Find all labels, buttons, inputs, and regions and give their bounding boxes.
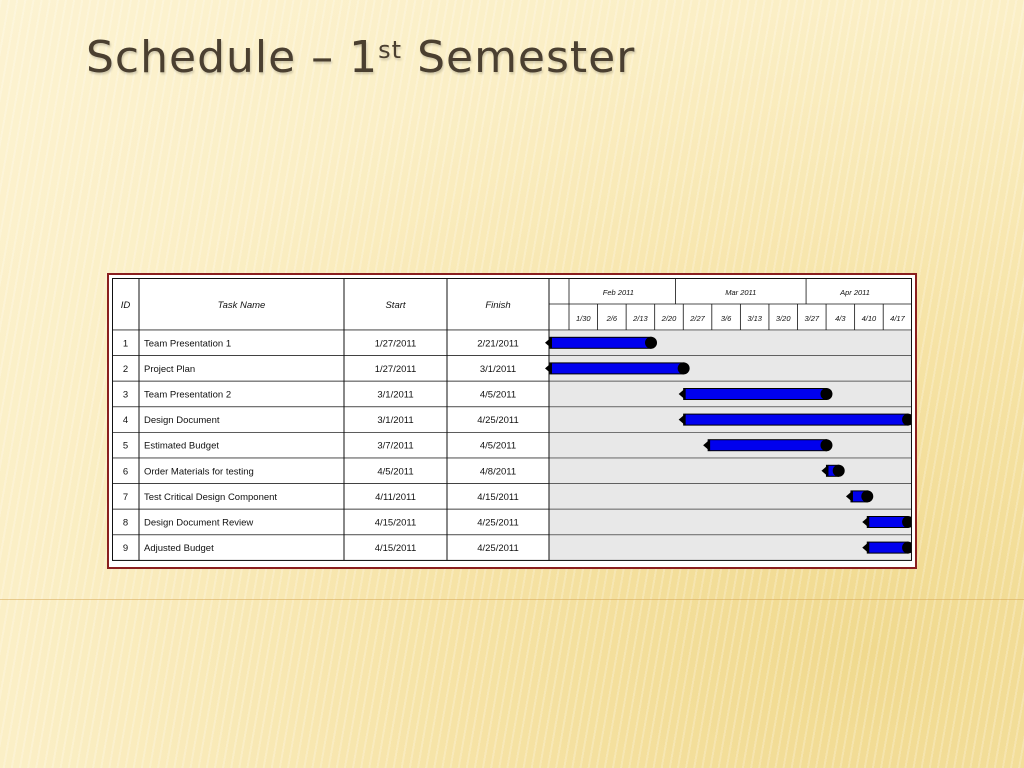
week-label: 2/6 <box>606 314 618 323</box>
month-label: Apr 2011 <box>840 288 870 297</box>
timeline-row <box>549 535 912 561</box>
slide-title <box>86 32 636 83</box>
cell-finish-date: 2/21/2011 <box>477 338 519 350</box>
cell-task-name: Estimated Budget <box>144 440 219 452</box>
gantt-bar <box>708 440 826 451</box>
cell-start-date: 1/27/2011 <box>374 363 417 375</box>
header-task-name: Task Name <box>217 300 266 311</box>
week-label: 1/30 <box>575 314 591 323</box>
cell-task-name: Adjusted Budget <box>144 543 214 555</box>
bar-end-marker <box>645 337 657 349</box>
week-label: 3/20 <box>775 314 791 323</box>
cell-task-name: Project Plan <box>144 363 196 375</box>
gantt-bar <box>867 542 908 553</box>
cell-start-date: 4/15/2011 <box>374 543 417 555</box>
cell-finish-date: 3/1/2011 <box>479 363 517 375</box>
cell-task-name: Design Document Review <box>144 517 254 529</box>
gantt-bar <box>684 389 827 400</box>
week-label: 3/6 <box>720 314 732 323</box>
title-superscript: st <box>378 36 403 64</box>
cell-task-name: Order Materials for testing <box>144 466 254 478</box>
week-label: 2/13 <box>633 314 648 323</box>
decorative-rule <box>0 599 1024 600</box>
bar-end-marker <box>861 490 873 502</box>
week-label: 3/13 <box>747 314 762 323</box>
cell-task-id: 3 <box>122 389 129 401</box>
cell-finish-date: 4/5/2011 <box>479 389 517 401</box>
cell-finish-date: 4/25/2011 <box>477 543 519 555</box>
cell-start-date: 3/7/2011 <box>377 440 414 452</box>
cell-finish-date: 4/25/2011 <box>477 415 519 427</box>
cell-start-date: 1/27/2011 <box>374 338 417 350</box>
header-id: ID <box>120 300 131 311</box>
bar-end-marker <box>678 362 690 374</box>
cell-task-name: Test Critical Design Component <box>144 491 278 503</box>
timeline-row <box>549 509 912 535</box>
cell-start-date: 4/15/2011 <box>374 517 417 529</box>
title-main: Schedule – 1 <box>86 32 379 83</box>
cell-start-date: 4/5/2011 <box>377 466 414 478</box>
cell-task-id: 1 <box>122 338 129 350</box>
cell-task-name: Design Document <box>144 415 220 427</box>
timeline-row <box>549 458 912 484</box>
cell-finish-date: 4/5/2011 <box>479 440 517 452</box>
cell-task-name: Team Presentation 1 <box>144 338 232 350</box>
month-label: Feb 2011 <box>602 288 634 297</box>
cell-task-id: 2 <box>122 363 129 375</box>
month-label: Mar 2011 <box>725 288 757 297</box>
gantt-chart <box>112 278 912 564</box>
header-finish: Finish <box>485 300 511 311</box>
cell-start-date: 3/1/2011 <box>377 389 414 401</box>
gantt-bar <box>550 337 651 348</box>
week-label: 2/20 <box>661 314 677 323</box>
week-label: 4/3 <box>835 314 846 323</box>
week-label: 2/27 <box>690 314 705 323</box>
cell-finish-date: 4/8/2011 <box>479 466 517 478</box>
cell-task-id: 9 <box>122 543 129 555</box>
cell-task-id: 4 <box>122 415 129 427</box>
cell-task-id: 6 <box>122 466 129 478</box>
gantt-bar <box>684 414 908 425</box>
cell-task-id: 8 <box>122 517 129 529</box>
cell-start-date: 4/11/2011 <box>375 491 416 503</box>
bar-end-marker <box>833 465 845 477</box>
bar-end-marker <box>820 388 832 400</box>
gantt-bar <box>550 363 684 374</box>
cell-finish-date: 4/15/2011 <box>477 491 519 503</box>
cell-task-id: 5 <box>122 440 129 452</box>
gantt-bar <box>867 517 908 528</box>
title-tail: Semester <box>402 32 636 83</box>
week-label: 4/17 <box>890 314 905 323</box>
bar-end-marker <box>820 439 832 451</box>
cell-task-id: 7 <box>122 491 129 503</box>
cell-start-date: 3/1/2011 <box>377 415 414 427</box>
header-start: Start <box>385 300 406 311</box>
week-label: 4/10 <box>861 314 877 323</box>
cell-task-name: Team Presentation 2 <box>144 389 232 401</box>
week-label: 3/27 <box>804 314 820 323</box>
cell-finish-date: 4/25/2011 <box>477 517 519 529</box>
